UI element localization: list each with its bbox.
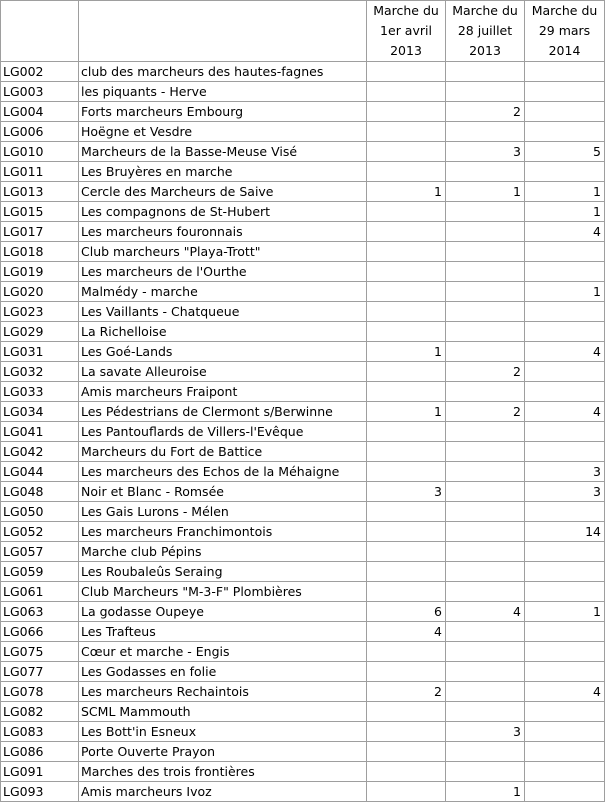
march-2-count-cell[interactable] bbox=[446, 62, 525, 82]
march-2-count-cell[interactable]: 2 bbox=[446, 102, 525, 122]
march-2-count-cell[interactable]: 3 bbox=[446, 722, 525, 742]
club-name-cell[interactable]: Les Pédestrians de Clermont s/Berwinne bbox=[79, 402, 367, 422]
march-2-count-cell[interactable] bbox=[446, 282, 525, 302]
table-row bbox=[1, 442, 605, 462]
table-row bbox=[1, 702, 605, 722]
club-code-cell[interactable]: LG032 bbox=[1, 362, 79, 382]
march-1-count-cell[interactable]: 2 bbox=[367, 682, 446, 702]
club-name-cell[interactable]: Les Bruyères en marche bbox=[79, 162, 367, 182]
club-name-cell[interactable]: Les Trafteus bbox=[79, 622, 367, 642]
table-row bbox=[1, 742, 605, 762]
march-2-count-cell[interactable]: 1 bbox=[446, 782, 525, 802]
club-name-cell[interactable]: Club marcheurs "Playa-Trott" bbox=[79, 242, 367, 262]
march-3-count-cell[interactable]: 4 bbox=[525, 402, 605, 422]
table-row bbox=[1, 122, 605, 142]
march-1-count-cell[interactable] bbox=[367, 262, 446, 282]
table-row bbox=[1, 102, 605, 122]
march-1-count-cell[interactable] bbox=[367, 722, 446, 742]
march-2-count-cell[interactable] bbox=[446, 542, 525, 562]
club-code-cell[interactable]: LG017 bbox=[1, 222, 79, 242]
march-2-count-cell[interactable] bbox=[446, 202, 525, 222]
march-3-count-cell[interactable]: 14 bbox=[525, 522, 605, 542]
march-3-count-cell[interactable]: 4 bbox=[525, 342, 605, 362]
march-2-count-cell[interactable] bbox=[446, 702, 525, 722]
march-2-count-cell[interactable]: 2 bbox=[446, 362, 525, 382]
march-2-count-cell[interactable] bbox=[446, 742, 525, 762]
march-1-count-cell[interactable] bbox=[367, 322, 446, 342]
march-2-count-cell[interactable]: 3 bbox=[446, 142, 525, 162]
table-row bbox=[1, 482, 605, 502]
march-2-count-cell[interactable]: 1 bbox=[446, 182, 525, 202]
table-row bbox=[1, 222, 605, 242]
club-name-cell[interactable]: Marche club Pépins bbox=[79, 542, 367, 562]
club-name-cell[interactable]: Malmédy - marche bbox=[79, 282, 367, 302]
club-code-cell[interactable]: LG059 bbox=[1, 562, 79, 582]
table-row bbox=[1, 342, 605, 362]
club-code-cell[interactable]: LG091 bbox=[1, 762, 79, 782]
table-row bbox=[1, 262, 605, 282]
header-row bbox=[1, 1, 605, 62]
header-code-cell[interactable] bbox=[1, 1, 79, 62]
club-name-cell[interactable]: Marcheurs du Fort de Battice bbox=[79, 442, 367, 462]
march-2-count-cell[interactable] bbox=[446, 442, 525, 462]
march-2-count-cell[interactable] bbox=[446, 342, 525, 362]
table-row bbox=[1, 82, 605, 102]
table-row bbox=[1, 522, 605, 542]
march-1-count-cell[interactable] bbox=[367, 582, 446, 602]
march-2-count-cell[interactable] bbox=[446, 82, 525, 102]
club-name-cell[interactable]: Les Bott'in Esneux bbox=[79, 722, 367, 742]
march-3-count-cell[interactable] bbox=[525, 162, 605, 182]
club-name-cell[interactable]: Les marcheurs de l'Ourthe bbox=[79, 262, 367, 282]
table-row bbox=[1, 362, 605, 382]
table-row bbox=[1, 602, 605, 622]
club-code-cell[interactable]: LG077 bbox=[1, 662, 79, 682]
march-2-count-cell[interactable] bbox=[446, 762, 525, 782]
march-3-count-cell[interactable]: 4 bbox=[525, 222, 605, 242]
club-code-cell[interactable]: LG086 bbox=[1, 742, 79, 762]
march-2-count-cell[interactable] bbox=[446, 422, 525, 442]
club-code-cell[interactable]: LG013 bbox=[1, 182, 79, 202]
march-3-count-cell[interactable] bbox=[525, 662, 605, 682]
march-1-count-cell[interactable] bbox=[367, 242, 446, 262]
march-1-count-cell[interactable] bbox=[367, 422, 446, 442]
march-2-count-cell[interactable] bbox=[446, 262, 525, 282]
club-code-cell[interactable]: LG003 bbox=[1, 82, 79, 102]
table-row bbox=[1, 622, 605, 642]
march-3-count-cell[interactable]: 3 bbox=[525, 482, 605, 502]
march-1-count-cell[interactable]: 4 bbox=[367, 622, 446, 642]
march-1-count-cell[interactable] bbox=[367, 102, 446, 122]
march-1-count-cell[interactable] bbox=[367, 302, 446, 322]
table-row bbox=[1, 722, 605, 742]
march-1-count-cell[interactable]: 1 bbox=[367, 402, 446, 422]
table-row bbox=[1, 402, 605, 422]
header-march-1-cell[interactable]: Marche du 1er avril 2013 bbox=[367, 1, 446, 62]
club-name-cell[interactable]: Noir et Blanc - Romsée bbox=[79, 482, 367, 502]
march-3-count-cell[interactable]: 1 bbox=[525, 602, 605, 622]
march-2-count-cell[interactable] bbox=[446, 462, 525, 482]
march-2-count-cell[interactable] bbox=[446, 502, 525, 522]
march-1-count-cell[interactable]: 3 bbox=[367, 482, 446, 502]
club-code-cell[interactable]: LG002 bbox=[1, 62, 79, 82]
march-3-count-cell[interactable]: 3 bbox=[525, 462, 605, 482]
march-3-count-cell[interactable] bbox=[525, 82, 605, 102]
club-code-cell[interactable]: LG023 bbox=[1, 302, 79, 322]
club-code-cell[interactable]: LG093 bbox=[1, 782, 79, 802]
march-3-count-cell[interactable] bbox=[525, 262, 605, 282]
march-3-count-cell[interactable] bbox=[525, 722, 605, 742]
march-2-count-cell[interactable] bbox=[446, 382, 525, 402]
club-name-cell[interactable]: La Richelloise bbox=[79, 322, 367, 342]
march-2-count-cell[interactable] bbox=[446, 662, 525, 682]
march-1-count-cell[interactable] bbox=[367, 442, 446, 462]
club-name-cell[interactable]: Marches des trois frontières bbox=[79, 762, 367, 782]
table-row bbox=[1, 202, 605, 222]
march-1-count-cell[interactable]: 6 bbox=[367, 602, 446, 622]
march-3-count-cell[interactable]: 1 bbox=[525, 282, 605, 302]
march-3-count-cell[interactable] bbox=[525, 362, 605, 382]
table-row bbox=[1, 302, 605, 322]
march-3-count-cell[interactable] bbox=[525, 242, 605, 262]
march-1-count-cell[interactable] bbox=[367, 222, 446, 242]
march-3-count-cell[interactable]: 4 bbox=[525, 682, 605, 702]
club-code-cell[interactable]: LG041 bbox=[1, 422, 79, 442]
club-name-cell[interactable]: Porte Ouverte Prayon bbox=[79, 742, 367, 762]
march-2-count-cell[interactable] bbox=[446, 582, 525, 602]
club-code-cell[interactable]: LG029 bbox=[1, 322, 79, 342]
march-1-count-cell[interactable] bbox=[367, 162, 446, 182]
table-row bbox=[1, 242, 605, 262]
march-3-count-cell[interactable] bbox=[525, 302, 605, 322]
march-1-count-cell[interactable] bbox=[367, 662, 446, 682]
club-code-cell[interactable]: LG015 bbox=[1, 202, 79, 222]
club-code-cell[interactable]: LG066 bbox=[1, 622, 79, 642]
table-row bbox=[1, 282, 605, 302]
club-code-cell[interactable]: LG063 bbox=[1, 602, 79, 622]
march-1-count-cell[interactable] bbox=[367, 782, 446, 802]
march-2-count-cell[interactable] bbox=[446, 682, 525, 702]
club-name-cell[interactable]: Les Godasses en folie bbox=[79, 662, 367, 682]
march-3-count-cell[interactable] bbox=[525, 702, 605, 722]
march-2-count-cell[interactable]: 2 bbox=[446, 402, 525, 422]
march-1-count-cell[interactable] bbox=[367, 202, 446, 222]
march-3-count-cell[interactable]: 1 bbox=[525, 182, 605, 202]
club-code-cell[interactable]: LG020 bbox=[1, 282, 79, 302]
table-row bbox=[1, 462, 605, 482]
club-name-cell[interactable]: Les Roubaleûs Seraing bbox=[79, 562, 367, 582]
table-row bbox=[1, 682, 605, 702]
march-2-count-cell[interactable]: 4 bbox=[446, 602, 525, 622]
table-row bbox=[1, 142, 605, 162]
table-row bbox=[1, 182, 605, 202]
table-row bbox=[1, 542, 605, 562]
club-name-cell[interactable]: Les Goé-Lands bbox=[79, 342, 367, 362]
march-3-count-cell[interactable] bbox=[525, 322, 605, 342]
march-1-count-cell[interactable] bbox=[367, 542, 446, 562]
club-code-cell[interactable]: LG057 bbox=[1, 542, 79, 562]
march-3-count-cell[interactable] bbox=[525, 762, 605, 782]
march-2-count-cell[interactable] bbox=[446, 482, 525, 502]
march-3-count-cell[interactable] bbox=[525, 102, 605, 122]
march-2-count-cell[interactable] bbox=[446, 222, 525, 242]
march-1-count-cell[interactable] bbox=[367, 562, 446, 582]
club-name-cell[interactable]: club des marcheurs des hautes-fagnes bbox=[79, 62, 367, 82]
club-name-cell[interactable]: Les marcheurs des Echos de la Méhaigne bbox=[79, 462, 367, 482]
march-3-count-cell[interactable] bbox=[525, 542, 605, 562]
march-1-count-cell[interactable] bbox=[367, 462, 446, 482]
table-row bbox=[1, 642, 605, 662]
club-code-cell[interactable]: LG048 bbox=[1, 482, 79, 502]
club-code-cell[interactable]: LG042 bbox=[1, 442, 79, 462]
club-name-cell[interactable]: Cœur et marche - Engis bbox=[79, 642, 367, 662]
march-3-count-cell[interactable] bbox=[525, 782, 605, 802]
march-3-count-cell[interactable] bbox=[525, 622, 605, 642]
march-2-count-cell[interactable] bbox=[446, 162, 525, 182]
table-row bbox=[1, 422, 605, 442]
club-code-cell[interactable]: LG019 bbox=[1, 262, 79, 282]
table-row bbox=[1, 762, 605, 782]
table-row bbox=[1, 162, 605, 182]
club-name-cell[interactable]: Marcheurs de la Basse-Meuse Visé bbox=[79, 142, 367, 162]
march-2-count-cell[interactable] bbox=[446, 302, 525, 322]
club-name-cell[interactable]: Les marcheurs Rechaintois bbox=[79, 682, 367, 702]
march-1-count-cell[interactable] bbox=[367, 762, 446, 782]
march-1-count-cell[interactable] bbox=[367, 142, 446, 162]
table-row bbox=[1, 62, 605, 82]
club-code-cell[interactable]: LG006 bbox=[1, 122, 79, 142]
club-name-cell[interactable]: Amis marcheurs Fraipont bbox=[79, 382, 367, 402]
march-3-count-cell[interactable] bbox=[525, 62, 605, 82]
march-1-count-cell[interactable] bbox=[367, 742, 446, 762]
header-march-2-cell[interactable]: Marche du 28 juillet 2013 bbox=[446, 1, 525, 62]
club-code-cell[interactable]: LG050 bbox=[1, 502, 79, 522]
club-name-cell[interactable]: Forts marcheurs Embourg bbox=[79, 102, 367, 122]
march-2-count-cell[interactable] bbox=[446, 322, 525, 342]
header-name-cell[interactable] bbox=[79, 1, 367, 62]
club-name-cell[interactable]: Club Marcheurs "M-3-F" Plombières bbox=[79, 582, 367, 602]
march-1-count-cell[interactable] bbox=[367, 382, 446, 402]
club-name-cell[interactable]: Les Gais Lurons - Mélen bbox=[79, 502, 367, 522]
march-3-count-cell[interactable] bbox=[525, 502, 605, 522]
march-1-count-cell[interactable] bbox=[367, 282, 446, 302]
march-3-count-cell[interactable] bbox=[525, 562, 605, 582]
club-code-cell[interactable]: LG061 bbox=[1, 582, 79, 602]
club-name-cell[interactable]: SCML Mammouth bbox=[79, 702, 367, 722]
club-name-cell[interactable]: Amis marcheurs Ivoz bbox=[79, 782, 367, 802]
table-row bbox=[1, 562, 605, 582]
club-code-cell[interactable]: LG031 bbox=[1, 342, 79, 362]
march-3-count-cell[interactable] bbox=[525, 442, 605, 462]
table-row bbox=[1, 662, 605, 682]
club-name-cell[interactable]: Hoëgne et Vesdre bbox=[79, 122, 367, 142]
club-code-cell[interactable]: LG033 bbox=[1, 382, 79, 402]
club-name-cell[interactable]: Cercle des Marcheurs de Saive bbox=[79, 182, 367, 202]
march-1-count-cell[interactable] bbox=[367, 522, 446, 542]
march-1-count-cell[interactable] bbox=[367, 62, 446, 82]
march-2-count-cell[interactable] bbox=[446, 562, 525, 582]
march-3-count-cell[interactable]: 5 bbox=[525, 142, 605, 162]
club-name-cell[interactable]: La godasse Oupeye bbox=[79, 602, 367, 622]
club-code-cell[interactable]: LG083 bbox=[1, 722, 79, 742]
march-3-count-cell[interactable] bbox=[525, 422, 605, 442]
club-code-cell[interactable]: LG082 bbox=[1, 702, 79, 722]
table-row bbox=[1, 582, 605, 602]
club-name-cell[interactable]: Les Vaillants - Chatqueue bbox=[79, 302, 367, 322]
club-code-cell[interactable]: LG004 bbox=[1, 102, 79, 122]
club-code-cell[interactable]: LG075 bbox=[1, 642, 79, 662]
march-1-count-cell[interactable] bbox=[367, 82, 446, 102]
march-1-count-cell[interactable] bbox=[367, 642, 446, 662]
table-row bbox=[1, 502, 605, 522]
club-name-cell[interactable]: Les marcheurs Franchimontois bbox=[79, 522, 367, 542]
header-march-3-cell[interactable]: Marche du 29 mars 2014 bbox=[525, 1, 605, 62]
club-code-cell[interactable]: LG044 bbox=[1, 462, 79, 482]
club-code-cell[interactable]: LG034 bbox=[1, 402, 79, 422]
march-3-count-cell[interactable] bbox=[525, 382, 605, 402]
table-row bbox=[1, 382, 605, 402]
march-1-count-cell[interactable] bbox=[367, 702, 446, 722]
march-2-count-cell[interactable] bbox=[446, 242, 525, 262]
march-1-count-cell[interactable] bbox=[367, 122, 446, 142]
table-row bbox=[1, 782, 605, 802]
march-3-count-cell[interactable] bbox=[525, 642, 605, 662]
club-name-cell[interactable]: les piquants - Herve bbox=[79, 82, 367, 102]
club-name-cell[interactable]: La savate Alleuroise bbox=[79, 362, 367, 382]
march-3-count-cell[interactable] bbox=[525, 582, 605, 602]
march-2-count-cell[interactable] bbox=[446, 122, 525, 142]
club-code-cell[interactable]: LG011 bbox=[1, 162, 79, 182]
march-1-count-cell[interactable] bbox=[367, 502, 446, 522]
table-row bbox=[1, 322, 605, 342]
march-1-count-cell[interactable]: 1 bbox=[367, 342, 446, 362]
march-3-count-cell[interactable] bbox=[525, 742, 605, 762]
march-2-count-cell[interactable] bbox=[446, 522, 525, 542]
march-3-count-cell[interactable] bbox=[525, 122, 605, 142]
march-1-count-cell[interactable]: 1 bbox=[367, 182, 446, 202]
club-name-cell[interactable]: Les marcheurs fouronnais bbox=[79, 222, 367, 242]
club-code-cell[interactable]: LG010 bbox=[1, 142, 79, 162]
club-name-cell[interactable]: Les Pantouflards de Villers-l'Evêque bbox=[79, 422, 367, 442]
club-code-cell[interactable]: LG078 bbox=[1, 682, 79, 702]
club-code-cell[interactable]: LG018 bbox=[1, 242, 79, 262]
club-name-cell[interactable]: Les compagnons de St-Hubert bbox=[79, 202, 367, 222]
club-code-cell[interactable]: LG052 bbox=[1, 522, 79, 542]
march-2-count-cell[interactable] bbox=[446, 642, 525, 662]
march-3-count-cell[interactable]: 1 bbox=[525, 202, 605, 222]
march-2-count-cell[interactable] bbox=[446, 622, 525, 642]
march-1-count-cell[interactable] bbox=[367, 362, 446, 382]
